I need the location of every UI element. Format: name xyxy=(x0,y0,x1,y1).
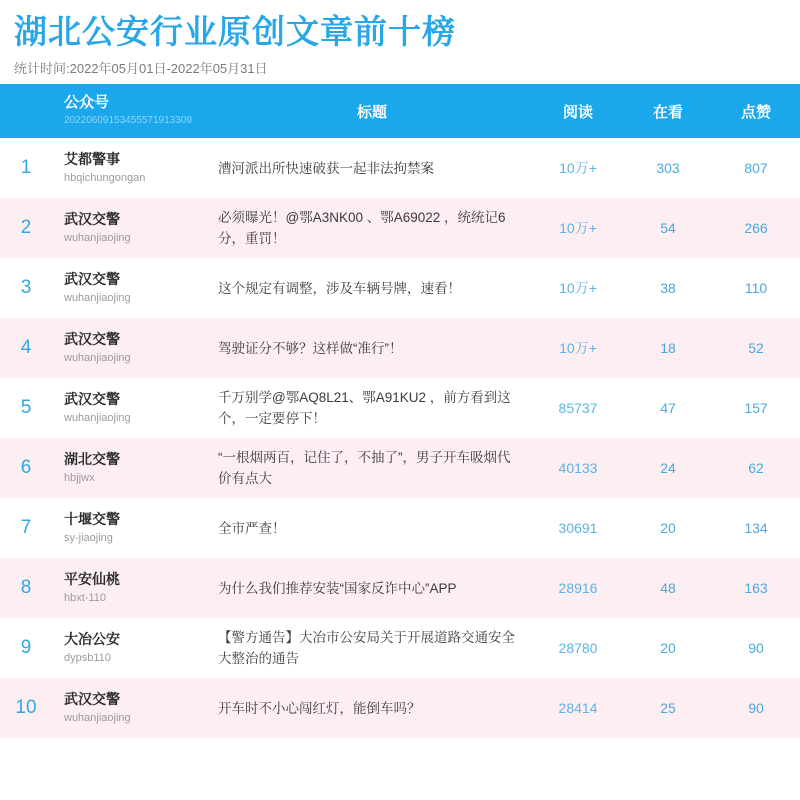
row-watch-count: 20 xyxy=(660,640,676,656)
row-rank: 8 xyxy=(20,577,32,598)
row-read-count: 85737 xyxy=(558,400,598,416)
row-rank: 5 xyxy=(20,397,32,418)
row-like-count: 52 xyxy=(748,340,764,356)
row-account-name: 艾都警事 xyxy=(64,151,120,167)
row-account-id: wuhanjiaojing xyxy=(64,712,131,724)
column-header-read: 阅读 xyxy=(532,84,624,138)
row-account-name: 十堰交警 xyxy=(64,511,120,527)
column-header-like: 点赞 xyxy=(712,84,800,138)
table-row xyxy=(0,258,800,318)
row-article-title[interactable]: 【警方通告】大冶市公安局关于开展道路交通安全大整治的通告 xyxy=(218,630,515,666)
row-read-count: 28414 xyxy=(558,700,598,716)
row-like-count: 266 xyxy=(744,220,768,236)
row-account[interactable] xyxy=(52,318,212,378)
row-like-count: 807 xyxy=(744,160,768,176)
page-title: 湖北公安行业原创文章前十榜 xyxy=(14,13,456,50)
table-header-row xyxy=(0,84,800,138)
table-row xyxy=(0,678,800,738)
row-rank: 1 xyxy=(20,157,32,178)
row-account[interactable] xyxy=(52,498,212,558)
row-watch-count: 25 xyxy=(660,700,676,716)
row-account-id: sy-jiaojing xyxy=(64,532,113,544)
row-account[interactable] xyxy=(52,378,212,438)
row-like-count: 163 xyxy=(744,580,768,596)
footer-spacer xyxy=(0,738,800,774)
row-article-title[interactable]: 为什么我们推荐安装“国家反诈中心”APP xyxy=(218,580,457,596)
row-article-title[interactable]: 开车时不小心闯红灯，能倒车吗？ xyxy=(218,700,421,716)
row-account-id: hbjjwx xyxy=(64,472,95,484)
row-watch-count: 24 xyxy=(660,460,676,476)
row-read-count: 10万+ xyxy=(559,280,597,296)
row-watch-count: 48 xyxy=(660,580,676,596)
table-row xyxy=(0,378,800,438)
row-rank: 9 xyxy=(20,637,32,658)
row-account-id: hbxt-110 xyxy=(64,592,106,604)
row-watch-count: 18 xyxy=(660,340,676,356)
row-rank: 2 xyxy=(20,217,32,238)
row-read-count: 10万+ xyxy=(559,220,597,236)
row-article-title[interactable]: 漕河派出所快速破获一起非法拘禁案 xyxy=(218,160,434,176)
row-account-name: 武汉交警 xyxy=(64,391,120,407)
row-account-id: dypsb110 xyxy=(64,652,111,664)
row-watch-count: 38 xyxy=(660,280,676,296)
row-article-title[interactable]: 千万别学@鄂AQ8L21、鄂A91KU2 ，前方看到这个，一定要停下！ xyxy=(218,390,511,426)
row-account-id: wuhanjiaojing xyxy=(64,292,131,304)
row-rank: 3 xyxy=(20,277,32,298)
row-account-name: 武汉交警 xyxy=(64,691,120,707)
row-account[interactable] xyxy=(52,678,212,738)
row-rank: 4 xyxy=(20,337,32,358)
table-row xyxy=(0,498,800,558)
row-watch-count: 20 xyxy=(660,520,676,536)
table-body xyxy=(0,138,800,738)
row-article-title[interactable]: 驾驶证分不够？这样做“准行”！ xyxy=(218,340,403,356)
row-like-count: 90 xyxy=(748,700,764,716)
row-account-name: 平安仙桃 xyxy=(64,571,120,587)
statistics-period: 统计时间:2022年05月01日-2022年05月31日 xyxy=(14,61,268,76)
table-row xyxy=(0,318,800,378)
row-account-name: 湖北交警 xyxy=(64,451,120,467)
row-account[interactable] xyxy=(52,198,212,258)
row-account-id: wuhanjiaojing xyxy=(64,232,131,244)
table-row xyxy=(0,618,800,678)
column-header-account-label: 公众号 xyxy=(64,94,110,111)
column-header-account-code: 20220609153455571913309 xyxy=(64,115,192,126)
row-read-count: 28916 xyxy=(558,580,598,596)
column-header-rank xyxy=(0,84,52,138)
row-rank: 6 xyxy=(20,457,32,478)
table-header xyxy=(0,84,800,138)
row-like-count: 110 xyxy=(744,280,768,296)
row-account-name: 武汉交警 xyxy=(64,331,120,347)
row-account[interactable] xyxy=(52,558,212,618)
ranking-table xyxy=(0,84,800,738)
row-read-count: 40133 xyxy=(558,460,598,476)
table-row xyxy=(0,438,800,498)
table-row xyxy=(0,558,800,618)
row-watch-count: 303 xyxy=(656,160,680,176)
table-row xyxy=(0,138,800,198)
row-account[interactable] xyxy=(52,618,212,678)
row-account-id: hbqichungongan xyxy=(64,172,146,184)
column-header-account xyxy=(52,84,212,138)
row-like-count: 90 xyxy=(748,640,764,656)
page-header xyxy=(0,0,800,84)
row-article-title[interactable]: 必须曝光！@鄂A3NK00 、鄂A69022 ，统统记6分，重罚！ xyxy=(218,210,506,246)
table-row xyxy=(0,198,800,258)
row-article-title[interactable]: 全市严查！ xyxy=(218,520,286,536)
row-account-id: wuhanjiaojing xyxy=(64,412,131,424)
row-read-count: 10万+ xyxy=(559,340,597,356)
row-read-count: 30691 xyxy=(558,520,598,536)
row-read-count: 10万+ xyxy=(559,160,597,176)
row-like-count: 157 xyxy=(744,400,768,416)
row-article-title[interactable]: “一根烟两百，记住了，不抽了”，男子开车吸烟代价有点大 xyxy=(218,450,511,486)
row-account[interactable] xyxy=(52,138,212,198)
row-like-count: 134 xyxy=(744,520,768,536)
row-article-title[interactable]: 这个规定有调整，涉及车辆号牌，速看！ xyxy=(218,280,461,296)
row-like-count: 62 xyxy=(748,460,764,476)
row-watch-count: 47 xyxy=(660,400,676,416)
row-rank: 7 xyxy=(20,517,32,538)
row-read-count: 28780 xyxy=(558,640,598,656)
column-header-watch: 在看 xyxy=(624,84,712,138)
row-account[interactable] xyxy=(52,438,212,498)
row-account-name: 大冶公安 xyxy=(64,631,120,647)
row-rank: 10 xyxy=(15,697,37,718)
row-watch-count: 54 xyxy=(660,220,676,236)
row-account-name: 武汉交警 xyxy=(64,211,120,227)
row-account[interactable] xyxy=(52,258,212,318)
row-account-name: 武汉交警 xyxy=(64,271,120,287)
column-header-title: 标题 xyxy=(212,84,532,138)
row-account-id: wuhanjiaojing xyxy=(64,352,131,364)
